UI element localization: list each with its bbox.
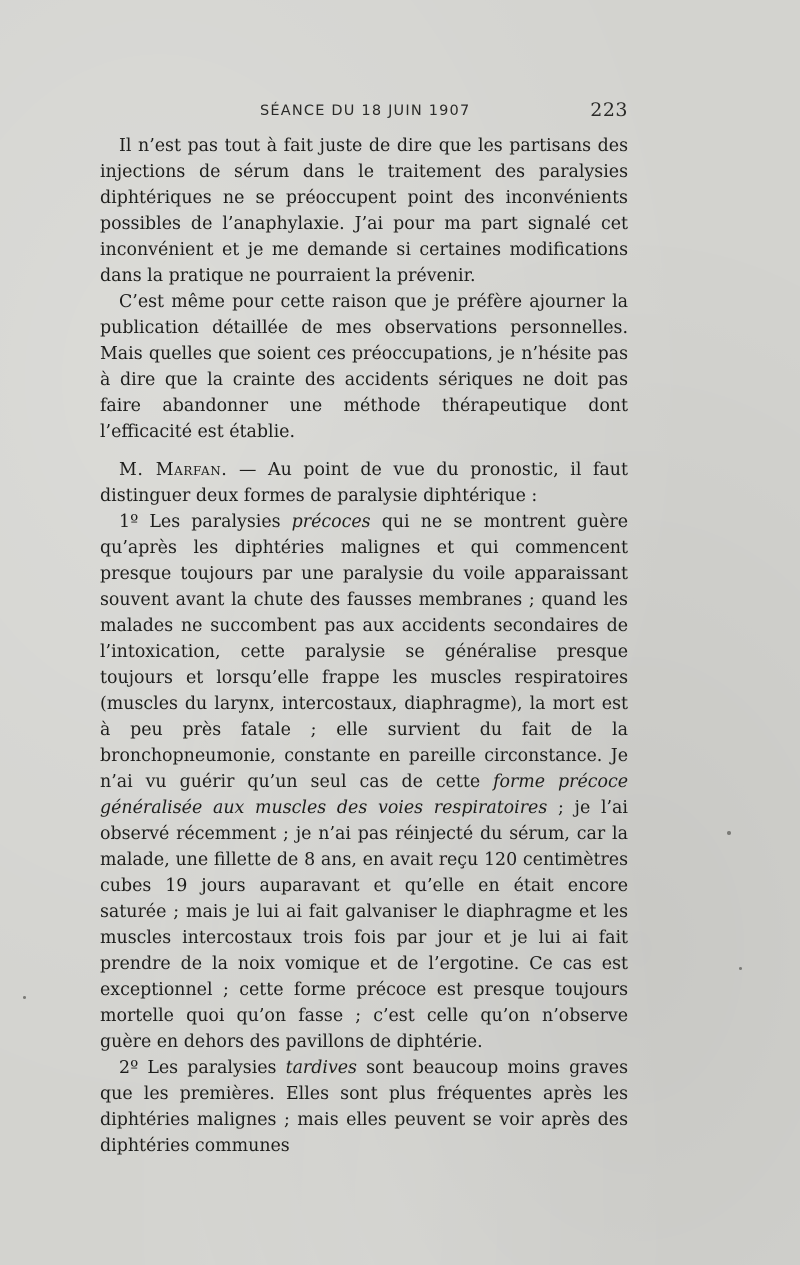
paragraph-lead: 1º Les paralysies bbox=[119, 512, 292, 532]
paper-speck bbox=[727, 831, 731, 835]
paragraph-text: qui ne se montrent guère qu’après les diphtéries malignes et qui commencent presque toujours par une paralysie du voile apparaissant souvent avant la chute des fausses membranes ; quand les malades ne succombent pas aux accidents secondaires de l’intoxication, cette paralysie se généralise presque toujours et lorsqu’elle frappe les muscles respiratoires (muscles du larynx, intercostaux, diaphragme), la mort est à peu près fatale ; elle survient du fait de la bronchopneumonie, constante en pareille circonstance. Je n’ai vu guérir qu’un seul cas de cette bbox=[100, 512, 628, 792]
running-title: SÉANCE DU 18 JUIN 1907 bbox=[260, 103, 471, 119]
paragraph-text: — Au point de vue du pronostic, il faut distinguer deux formes de paralysie diphtérique : bbox=[100, 460, 628, 506]
paragraph-early-paralysis bbox=[100, 509, 628, 1055]
emphasis-text: précoces bbox=[291, 512, 371, 532]
paper-speck bbox=[739, 967, 742, 970]
paragraph-late-paralysis bbox=[100, 1055, 628, 1159]
emphasis-text: tardives bbox=[285, 1058, 357, 1078]
paragraph-tail: ; je l’ai observé récemment ; je n’ai pas réinjecté du sérum, car la malade, une fillette de 8 ans, en avait reçu 120 centimètres cubes 19 jours auparavant et qu’elle en était encore saturée ; mais je lui ai fait galvaniser le diaphragme et les muscles intercostaux trois fois par jour et je lui ai fait prendre de la noix vomique et de l’ergotine. Ce cas est exceptionnel ; cette forme précoce est presque toujours mortelle quoi qu’on fasse ; c’est celle qu’on n’observe guère en dehors des pavillons de diphtérie. bbox=[100, 798, 628, 1052]
paragraph-text: sont beaucoup moins graves que les premières. Elles sont plus fréquentes après les diphtéries malignes ; mais elles peuvent se voir après des diphtéries communes bbox=[100, 1058, 628, 1156]
paragraph-lead: 2º Les paralysies bbox=[119, 1058, 286, 1078]
paragraph-injections bbox=[100, 133, 628, 289]
running-header bbox=[100, 99, 630, 129]
paper-speck bbox=[23, 996, 26, 999]
body-text bbox=[100, 133, 628, 1159]
paragraph-marfan bbox=[100, 457, 628, 509]
page-number: 223 bbox=[590, 99, 628, 121]
paragraph-text: Il n’est pas tout à fait juste de dire que les partisans des injections de sérum dans le traitement des paralysies diphtériques ne se préoccupent point des inconvénients possibles de l’anaphylaxie. J’ai pour ma part signalé cet inconvénient et je me demande si certaines modifications dans la pratique ne pourraient la prévenir. bbox=[100, 136, 628, 286]
speaker-name: M. Marfan. bbox=[119, 460, 228, 480]
emphasis-text: forme précoce généralisée aux muscles des voies respiratoires bbox=[100, 772, 629, 818]
paragraph-text: C’est même pour cette raison que je préfère ajourner la publication détaillée de mes observations personnelles. Mais quelles que soient ces préoccupations, je n’hésite pas à dire que la crainte des accidents sériques ne doit pas faire abandonner une méthode thérapeutique dont l’efficacité est établie. bbox=[100, 292, 628, 442]
paragraph-publication bbox=[100, 289, 628, 445]
